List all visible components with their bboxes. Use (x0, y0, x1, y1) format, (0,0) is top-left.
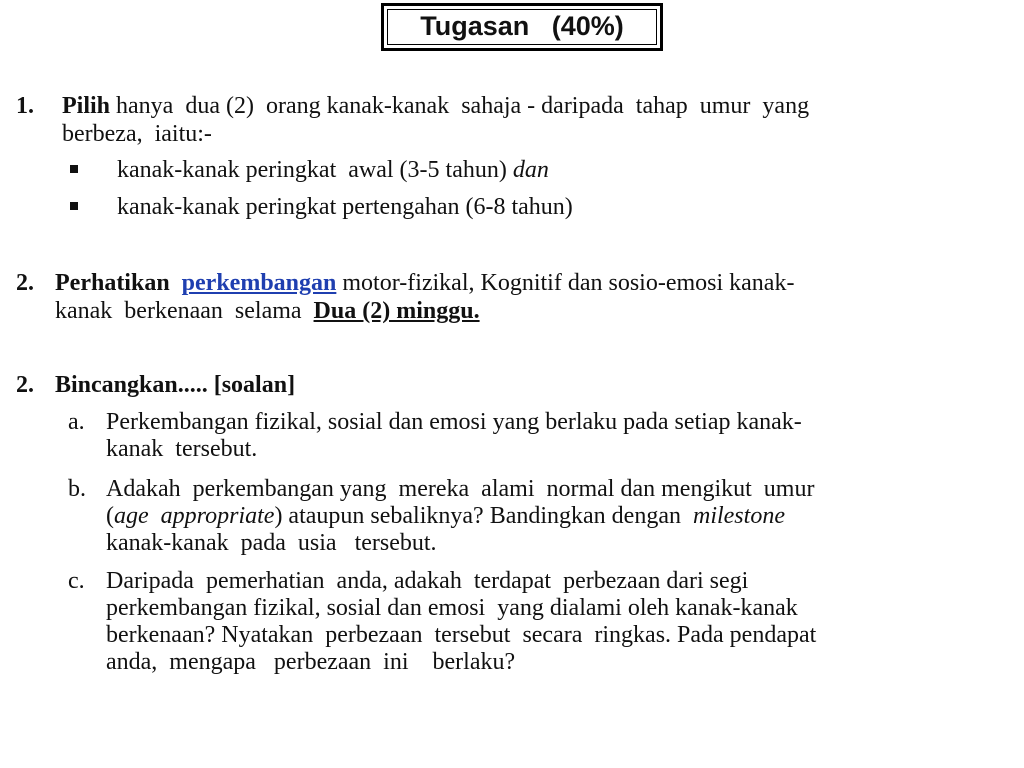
sub-a-line1: Perkembangan fizikal, sosial dan emosi yang berlaku pada setiap kanak- (106, 409, 802, 435)
sub-c-line3: berkenaan? Nyatakan perbezaan tersebut secara ringkas. Pada pendapat (106, 622, 817, 648)
sub-b-letter: b. (68, 476, 86, 502)
bullet-1-italic: dan (512, 157, 549, 183)
item1-line1-text: hanya dua (2) orang kanak-kanak sahaja - daripada tahap umur yang (110, 93, 810, 119)
sub-b-line2: (age appropriate) ataupun sebaliknya? Bandingkan dengan milestone (106, 503, 785, 529)
bullet-1-text: kanak-kanak peringkat awal (3-5 tahun) (117, 157, 513, 183)
bullet-square-icon (70, 165, 78, 173)
item1-number: 1. (16, 93, 34, 119)
item1-bullet-2: kanak-kanak peringkat pertengahan (6-8 tahun) (117, 194, 573, 220)
item2-number: 2. (16, 270, 34, 296)
item1-line2: berbeza, iaitu:- (62, 121, 212, 147)
sub-a-letter: a. (68, 409, 85, 435)
sub-c-letter: c. (68, 568, 85, 594)
sub-b-line1: Adakah perkembangan yang mereka alami normal dan mengikut umur (106, 476, 815, 502)
item2-line2 (55, 298, 480, 325)
perkembangan-link[interactable]: perkembangan (181, 270, 337, 296)
sub-c-line4: anda, mengapa perbezaan ini berlaku? (106, 649, 516, 675)
item3-lead: Bincangkan..... [soalan] (55, 372, 296, 398)
bullet-square-icon (70, 202, 78, 210)
item3-number: 2. (16, 372, 34, 398)
item2-line1-rest: motor-fizikal, Kognitif dan sosio-emosi kanak- (336, 270, 795, 296)
item1-bullet-1 (117, 157, 549, 184)
title-box (381, 3, 663, 51)
item1-lead: Pilih (62, 93, 111, 119)
milestone-italic: milestone (692, 503, 785, 529)
sub-a-line2: kanak tersebut. (106, 436, 258, 462)
page-title: Tugasan (40%) (420, 11, 624, 41)
sub-c-line1: Daripada pemerhatian anda, adakah terdapat perbezaan dari segi (106, 568, 749, 594)
item2-line2-text: kanak berkenaan selama (55, 298, 314, 324)
item2-lead: Perhatikan (55, 270, 170, 296)
age-appropriate-italic: age appropriate (114, 503, 275, 529)
sub-b-line3: kanak-kanak pada usia tersebut. (106, 530, 437, 556)
sub-c-line2: perkembangan fizikal, sosial dan emosi yang dialami oleh kanak-kanak (106, 595, 798, 621)
duration-underlined: Dua (2) minggu. (313, 298, 480, 324)
item1-line1 (62, 93, 809, 120)
item2-line1 (55, 270, 794, 297)
